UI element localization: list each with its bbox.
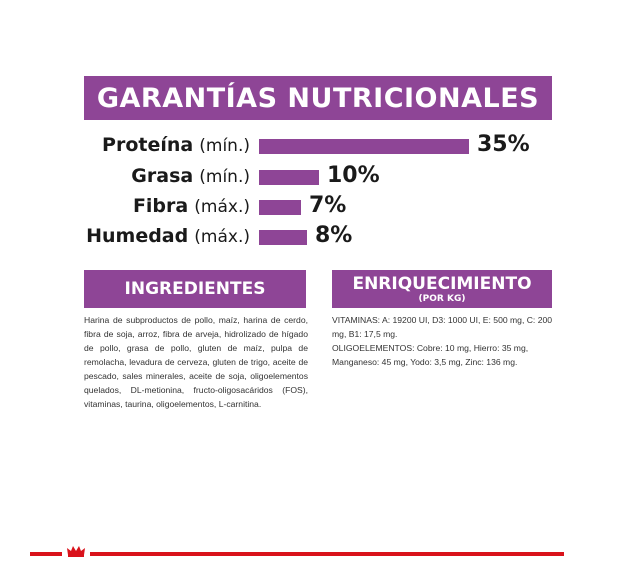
nutrient-label xyxy=(102,131,250,159)
crown-logo-icon xyxy=(62,544,90,558)
nutrient-name: Humedad xyxy=(86,225,189,247)
nutrient-row-fiber xyxy=(0,192,640,220)
nutrient-bar xyxy=(259,200,301,215)
enrichment-heading-text: ENRIQUECIMIENTO xyxy=(352,273,532,294)
nutrient-qualifier: (máx.) xyxy=(194,227,250,247)
enrichment-heading xyxy=(332,270,552,308)
vitamins-text: VITAMINAS: A: 19200 UI, D3: 1000 UI, E: 500 mg, C: 200 mg, B1: 17,5 mg. xyxy=(332,315,553,339)
nutrient-qualifier: (máx.) xyxy=(194,197,250,217)
ingredients-text xyxy=(84,313,308,411)
footer-red-line xyxy=(30,552,564,556)
nutrient-qualifier: (mín.) xyxy=(199,167,250,187)
ingredients-paragraph: Harina de subproductos de pollo, maíz, harina de cerdo, fibra de soja, arroz, fibra de arveja, hidrolizado de hígado de pollo, grasa de pollo, gluten de maíz, pulpa de remolacha, levadura de cerveza, gluten de trigo, aceite de pescado, sales minerales, aceite de soja, oligoelementos quelados, DL-metionina, fructo-oligosacáridos (FOS), vitaminas, taurina, oligoelementos, L-carnitina. xyxy=(84,315,308,409)
nutrient-row-fat xyxy=(0,162,640,190)
nutrient-bar xyxy=(259,139,469,154)
nutrient-label xyxy=(131,162,250,190)
nutrient-value: 35% xyxy=(477,132,530,157)
enrichment-subheading: (POR KG) xyxy=(418,293,466,304)
ingredients-heading xyxy=(84,270,306,308)
nutrient-bar xyxy=(259,230,307,245)
nutrient-bar xyxy=(259,170,319,185)
trace-elements-text: OLIGOELEMENTOS: Cobre: 10 mg, Hierro: 35 mg, Manganeso: 45 mg, Yodo: 3,5 mg, Zinc: 136 mg. xyxy=(332,343,529,367)
nutrient-name: Grasa xyxy=(131,165,194,187)
nutrient-row-protein xyxy=(0,131,640,159)
nutrient-label xyxy=(86,222,250,250)
nutrient-value: 7% xyxy=(309,193,347,218)
nutrient-name: Proteína xyxy=(102,134,194,156)
nutrient-value: 8% xyxy=(315,223,353,248)
nutrient-qualifier: (mín.) xyxy=(199,136,250,156)
nutrient-value: 10% xyxy=(327,163,380,188)
nutrient-row-moisture xyxy=(0,222,640,250)
enrichment-text xyxy=(332,313,554,369)
ingredients-heading-text: INGREDIENTES xyxy=(124,278,266,299)
nutrient-label xyxy=(133,192,250,220)
nutrient-name: Fibra xyxy=(132,195,189,217)
nutritional-guarantees-title: GARANTÍAS NUTRICIONALES xyxy=(84,76,552,120)
